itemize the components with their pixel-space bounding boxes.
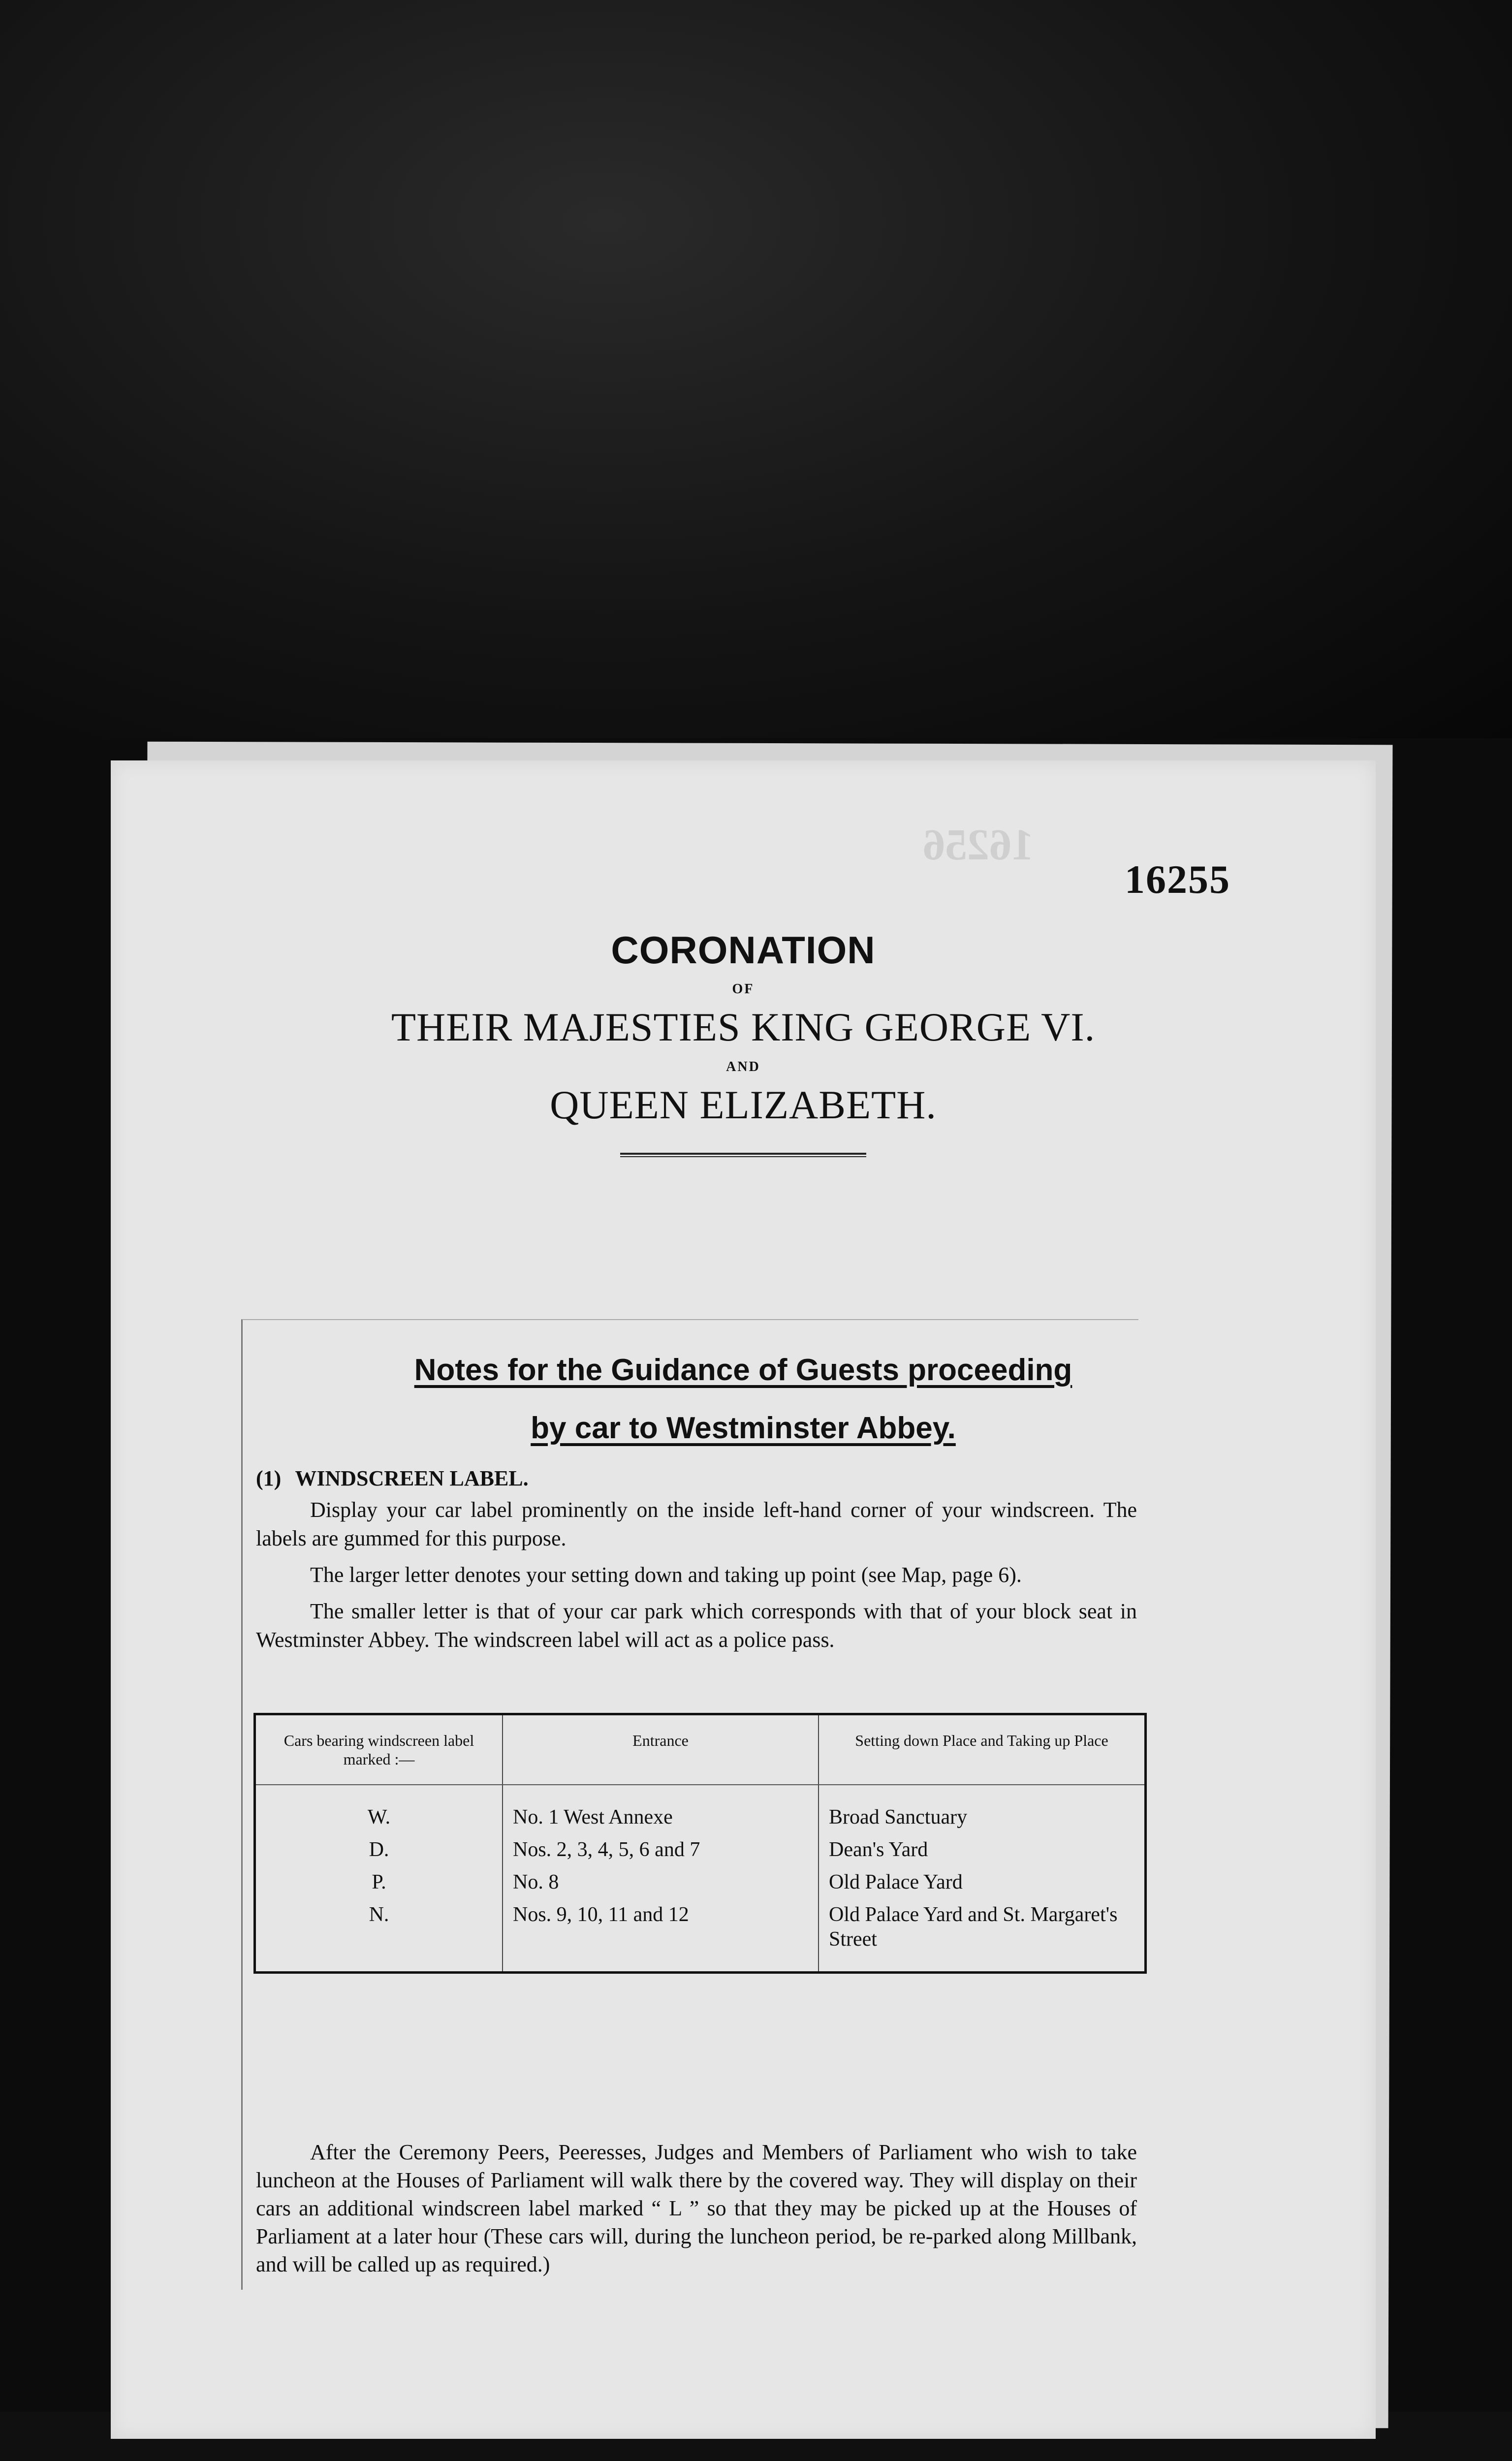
- section-windscreen-label: [256, 1464, 1137, 1662]
- title-king: THEIR MAJESTIES KING GEORGE VI.: [391, 1005, 1096, 1049]
- section-title: WINDSCREEN LABEL.: [295, 1466, 529, 1490]
- notes-heading: [111, 1341, 1376, 1457]
- table-cell: No. 1 West Annexe: [503, 1785, 819, 1833]
- table-row: [255, 1898, 1146, 1973]
- bleed-through-number: 16256: [923, 820, 1034, 869]
- title-of: OF: [732, 981, 755, 997]
- table-cell: Broad Sanctuary: [829, 1806, 968, 1829]
- section-number: (1): [256, 1466, 282, 1490]
- table-cell: No. 8: [503, 1866, 819, 1898]
- table-header: Cars bearing windscreen label marked :—: [255, 1714, 503, 1785]
- paragraph: The larger letter denotes your setting down and taking up point (see Map, page 6).: [310, 1563, 1022, 1587]
- page-number: 16255: [1125, 857, 1230, 902]
- title-queen: QUEEN ELIZABETH.: [550, 1082, 937, 1127]
- table-row: [255, 1833, 1146, 1866]
- film-background: [0, 0, 1512, 738]
- table-cell: Nos. 9, 10, 11 and 12: [503, 1898, 819, 1973]
- title-coronation: CORONATION: [611, 928, 876, 972]
- table-cell: W.: [255, 1785, 503, 1833]
- title-rule: [620, 1153, 866, 1157]
- table-cell: Dean's Yard: [829, 1838, 928, 1861]
- table-cell: Nos. 2, 3, 4, 5, 6 and 7: [503, 1833, 819, 1866]
- title-block: [111, 928, 1376, 1157]
- section-heading: [256, 1464, 1137, 1493]
- windscreen-label-table: [253, 1713, 1147, 1974]
- after-ceremony-paragraph: After the Ceremony Peers, Peeresses, Judges and Members of Parliament who wish to take luncheon at the Houses of Parliament will walk there by the covered way. They will display on their cars an additional windscreen label marked “ L ” so that they may be picked up at the Houses of Parliament at a later hour (These cars will, during the luncheon period, be re-parked along Millbank, and will be called up as required.): [256, 2140, 1137, 2276]
- table-header: Setting down Place and Taking up Place: [819, 1714, 1146, 1785]
- document-page: [111, 760, 1376, 2439]
- title-and: AND: [726, 1059, 760, 1074]
- table-cell: D.: [255, 1833, 503, 1866]
- table-row: [255, 1866, 1146, 1898]
- notes-heading-line1: Notes for the Guidance of Guests proceeding: [414, 1353, 1072, 1387]
- table-cell: Old Palace Yard: [829, 1871, 963, 1893]
- table-cell: N.: [255, 1898, 503, 1973]
- table-cell: Old Palace Yard and St. Margaret's Street: [829, 1903, 1118, 1951]
- table-row: [255, 1785, 1146, 1833]
- paragraph: The smaller letter is that of your car park which corresponds with that of your block seat in Westminster Abbey. The windscreen label will act as a police pass.: [256, 1599, 1137, 1652]
- notes-heading-line2: by car to Westminster Abbey.: [531, 1411, 956, 1445]
- paragraph: Display your car label prominently on the inside left-hand corner of your windscreen. The labels are gummed for this purpose.: [256, 1498, 1137, 1550]
- table-header-row: [255, 1714, 1146, 1785]
- table-cell: P.: [255, 1866, 503, 1898]
- table-header: Entrance: [503, 1714, 819, 1785]
